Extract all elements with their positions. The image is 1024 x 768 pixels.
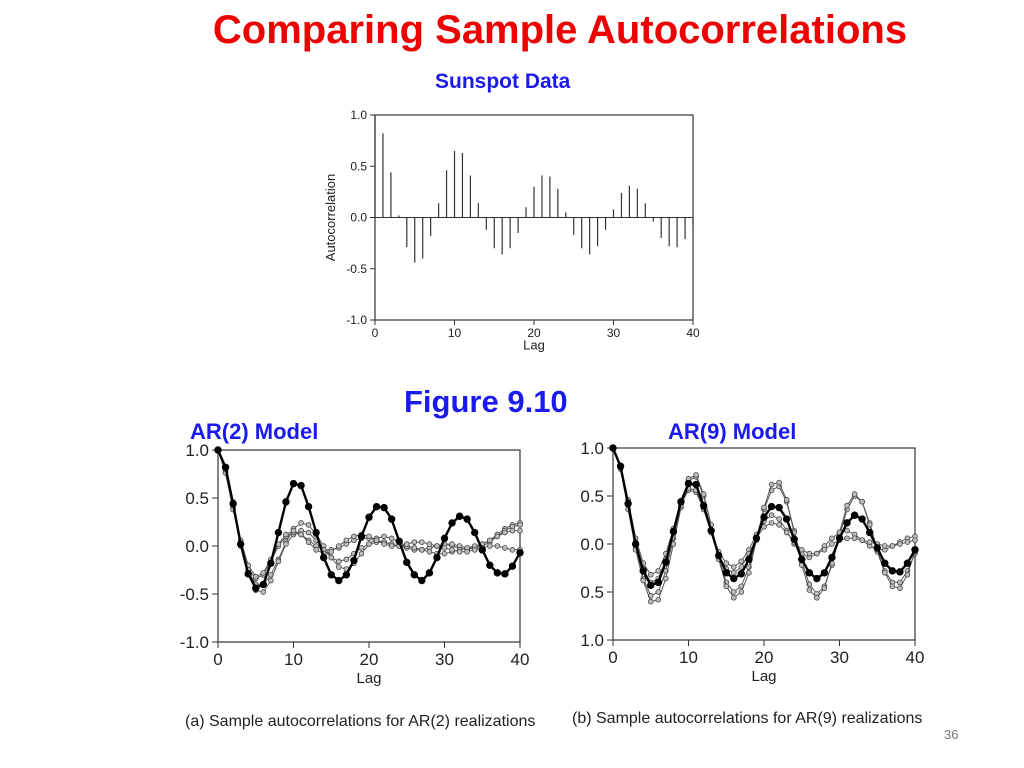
bold-series-point (381, 504, 387, 510)
bold-series-point (494, 570, 500, 576)
x-tick-label: 30 (830, 648, 849, 667)
realization-point (830, 542, 835, 547)
x-tick-label: 30 (606, 326, 621, 340)
y-tick-label: 0.5 (350, 159, 367, 174)
realization-point (769, 520, 774, 525)
bold-series-point (343, 572, 349, 578)
y-tick-label: 0.5 (185, 488, 209, 508)
realization-point (852, 492, 857, 497)
bold-series-point (464, 516, 470, 522)
bold-series-point (685, 480, 691, 486)
bold-series-point (655, 579, 661, 585)
realization-point (291, 528, 296, 533)
y-tick-label: 0.0 (350, 210, 367, 225)
slide-title-text: Comparing Sample Autocorrelations (212, 8, 908, 52)
realization-point (442, 546, 447, 551)
bold-series-point (776, 504, 782, 510)
realization-point (890, 544, 895, 549)
realization-point (419, 547, 424, 552)
realization-point (913, 538, 918, 543)
y-tick-label: 0.5 (580, 486, 604, 506)
realization-point (777, 522, 782, 527)
realization-point (822, 586, 827, 591)
bold-series-point (434, 554, 440, 560)
realization-point (860, 538, 865, 543)
realization-point (427, 549, 432, 554)
bold-series-point (517, 550, 523, 556)
bold-series-point (708, 527, 714, 533)
bold-series-point (753, 535, 759, 541)
bold-series-point (625, 500, 631, 506)
realization-point (465, 549, 470, 554)
realization-point (731, 590, 736, 595)
bold-series-point (882, 560, 888, 566)
bold-series-point (351, 557, 357, 563)
bold-series-point (245, 571, 251, 577)
bold-series-point (632, 541, 638, 547)
realization-point (898, 542, 903, 547)
realization-point (739, 590, 744, 595)
realization-point (299, 532, 304, 537)
realization-point (427, 542, 432, 547)
realization-point (807, 551, 812, 556)
realization-point (306, 522, 311, 527)
realization-point (701, 492, 706, 497)
realization-point (472, 547, 477, 552)
bold-series-point (693, 481, 699, 487)
bold-series-point (859, 516, 865, 522)
realization-point (784, 497, 789, 502)
x-tick-label: 0 (213, 650, 223, 669)
y-tick-label: 0.0 (185, 536, 209, 556)
realization-point (336, 559, 341, 564)
bold-series-point (275, 529, 281, 535)
x-tick-label: 20 (359, 650, 379, 669)
caption-a: (a) Sample autocorrelations for AR(2) realizations (185, 713, 536, 730)
bold-series-point (449, 520, 455, 526)
realization-point (777, 480, 782, 485)
sunspot-chart-title: Sunspot Data (435, 70, 571, 93)
slide-title (0, 8, 1024, 53)
bold-series-point (640, 568, 646, 574)
bold-series-point (768, 503, 774, 509)
realization-line (218, 450, 520, 577)
bold-series-point (617, 463, 623, 469)
realization-point (314, 547, 319, 552)
realization-point (731, 565, 736, 570)
bold-series-point (663, 559, 669, 565)
realization-point (860, 499, 865, 504)
x-axis-label: Lag (356, 669, 382, 687)
bold-series-point (230, 501, 236, 507)
realization-point (747, 570, 752, 575)
realization-point (845, 503, 850, 508)
realization-point (898, 586, 903, 591)
bold-series-point (889, 568, 895, 574)
realization-point (905, 572, 910, 577)
realization-point (382, 534, 387, 539)
realization-point (487, 544, 492, 549)
realization-point (731, 570, 736, 575)
realization-point (442, 551, 447, 556)
realization-point (777, 517, 782, 522)
realization-point (890, 584, 895, 589)
bold-series-point (814, 575, 820, 581)
x-tick-label: 40 (905, 648, 925, 667)
y-tick-label: 0.5 (580, 582, 604, 602)
realization-point (382, 542, 387, 547)
ar2-panel-heading: AR(2) Model (190, 419, 319, 444)
bold-series-point (328, 572, 334, 578)
bold-series-point (260, 581, 266, 587)
realization-point (830, 536, 835, 541)
x-tick-label: 20 (754, 648, 774, 667)
bold-series-point (336, 577, 342, 583)
x-tick-label: 10 (679, 648, 698, 667)
y-tick-label: -0.5 (346, 261, 367, 276)
realization-point (882, 570, 887, 575)
bold-series-point (670, 528, 676, 534)
realization-point (299, 521, 304, 526)
realization-point (389, 544, 394, 549)
realization-point (404, 542, 409, 547)
x-tick-label: 20 (527, 326, 541, 340)
bold-series-point (396, 538, 402, 544)
realization-point (359, 551, 364, 556)
realization-point (905, 540, 910, 545)
realization-point (769, 513, 774, 518)
bold-series-point (237, 541, 243, 547)
bold-series-point (799, 556, 805, 562)
realization-point (807, 588, 812, 593)
bold-series-point (509, 563, 515, 569)
bold-series-point (373, 503, 379, 509)
bold-series-point (283, 499, 289, 505)
realization-point (814, 551, 819, 556)
bold-series-point (867, 529, 873, 535)
realization-point (867, 522, 872, 527)
x-tick-label: 0 (371, 326, 379, 340)
x-tick-label: 10 (284, 650, 303, 669)
realization-point (276, 559, 281, 564)
realization-point (656, 597, 661, 602)
realization-point (412, 546, 417, 551)
bold-series-point (472, 529, 478, 535)
bold-series-point (904, 560, 910, 566)
bold-series-point (253, 585, 259, 591)
bold-series-point (874, 545, 880, 551)
realization-point (510, 528, 515, 533)
y-tick-label: -1.0 (346, 313, 367, 328)
bold-series-point (404, 559, 410, 565)
bold-series-point (487, 562, 493, 568)
realization-point (435, 544, 440, 549)
realization-point (503, 546, 508, 551)
realization-point (663, 576, 668, 581)
realization-point (389, 536, 394, 541)
y-tick-label: -1.0 (179, 632, 209, 652)
realization-point (814, 595, 819, 600)
bold-series-point (821, 570, 827, 576)
realization-point (336, 544, 341, 549)
realization-point (487, 538, 492, 543)
bold-series-point (479, 547, 485, 553)
realization-point (648, 599, 653, 604)
bold-series-point (746, 556, 752, 562)
bold-series-point (222, 464, 228, 470)
realization-point (694, 472, 699, 477)
realization-point (762, 505, 767, 510)
bold-series-point (426, 570, 432, 576)
realization-point (845, 536, 850, 541)
bold-series-point (268, 560, 274, 566)
bold-series-point (678, 499, 684, 505)
realization-point (367, 542, 372, 547)
realization-point (784, 530, 789, 535)
realization-point (518, 528, 523, 533)
ar2-acf-chart (160, 440, 535, 705)
realization-point (261, 590, 266, 595)
realization-point (852, 536, 857, 541)
bold-series-point (783, 516, 789, 522)
realization-point (284, 532, 289, 537)
x-tick-label: 40 (510, 650, 530, 669)
realization-point (898, 580, 903, 585)
bold-series-point (298, 482, 304, 488)
realization-point (344, 538, 349, 543)
realization-point (329, 549, 334, 554)
bold-series-point (897, 569, 903, 575)
realization-point (450, 542, 455, 547)
ar9-acf-chart (555, 438, 930, 703)
caption-b: (b) Sample autocorrelations for AR(9) realizations (572, 710, 923, 727)
realization-point (648, 572, 653, 577)
bold-series-point (388, 516, 394, 522)
realization-point (867, 540, 872, 545)
realization-point (510, 547, 515, 552)
figure-label: Figure 9.10 (404, 384, 568, 419)
bold-series-point (806, 570, 812, 576)
bold-series-point (321, 554, 327, 560)
y-tick-label: 0.0 (580, 534, 604, 554)
realization-point (882, 544, 887, 549)
realization-point (268, 578, 273, 583)
realization-point (367, 534, 372, 539)
realization-point (731, 595, 736, 600)
realization-point (495, 544, 500, 549)
y-tick-label: -0.5 (179, 584, 209, 604)
bold-series-point (358, 533, 364, 539)
bold-series-point (215, 447, 221, 453)
realization-point (495, 534, 500, 539)
realization-point (306, 530, 311, 535)
bold-series-point (305, 503, 311, 509)
realization-point (306, 540, 311, 545)
realization-point (344, 557, 349, 562)
sunspot-acf-chart (320, 105, 705, 370)
realization-point (359, 546, 364, 551)
realization-point (412, 540, 417, 545)
realization-point (656, 568, 661, 573)
realization-point (261, 570, 266, 575)
bold-series-point (723, 570, 729, 576)
bold-series-point (290, 480, 296, 486)
realization-point (503, 530, 508, 535)
realization-point (329, 555, 334, 560)
bold-series-point (700, 502, 706, 508)
y-tick-label: 1.0 (580, 630, 604, 650)
bold-series-point (844, 520, 850, 526)
bold-series-point (648, 582, 654, 588)
realization-point (419, 540, 424, 545)
realization-point (641, 578, 646, 583)
bold-series-point (716, 552, 722, 558)
x-tick-label: 10 (447, 326, 462, 340)
bold-series-point (829, 554, 835, 560)
bold-series-point (411, 572, 417, 578)
bold-series-point (912, 547, 918, 553)
y-tick-label: 1.0 (185, 440, 209, 460)
realization-point (284, 542, 289, 547)
realization-point (724, 584, 729, 589)
x-tick-label: 30 (435, 650, 454, 669)
x-axis-label: Lag (523, 337, 545, 353)
bold-series-point (791, 536, 797, 542)
bold-series-point (419, 577, 425, 583)
bold-series-point (836, 535, 842, 541)
realization-point (374, 538, 379, 543)
realization-point (769, 482, 774, 487)
realization-point (253, 574, 258, 579)
x-axis-label: Lag (751, 667, 777, 685)
bold-series-point (738, 571, 744, 577)
realization-point (822, 547, 827, 552)
bold-series-point (313, 529, 319, 535)
bold-series-point (610, 445, 616, 451)
ar9-panel-heading: AR(9) Model (668, 419, 797, 444)
bold-series-point (731, 575, 737, 581)
slide-number: 36 (944, 727, 959, 742)
realization-point (457, 549, 462, 554)
bold-series-point (456, 513, 462, 519)
y-tick-label: 1.0 (580, 438, 604, 458)
realization-point (518, 522, 523, 527)
bold-series-point (366, 514, 372, 520)
y-tick-label: 1.0 (350, 108, 367, 123)
realization-point (724, 561, 729, 566)
y-axis-label: Autocorrelation (323, 173, 338, 262)
bold-series-point (851, 512, 857, 518)
x-tick-label: 0 (608, 648, 618, 667)
realization-point (352, 534, 357, 539)
bold-series-point (502, 571, 508, 577)
x-tick-label: 40 (686, 326, 700, 340)
realization-point (450, 547, 455, 552)
bold-series-point (761, 514, 767, 520)
realization-point (336, 565, 341, 570)
bold-series-point (441, 535, 447, 541)
